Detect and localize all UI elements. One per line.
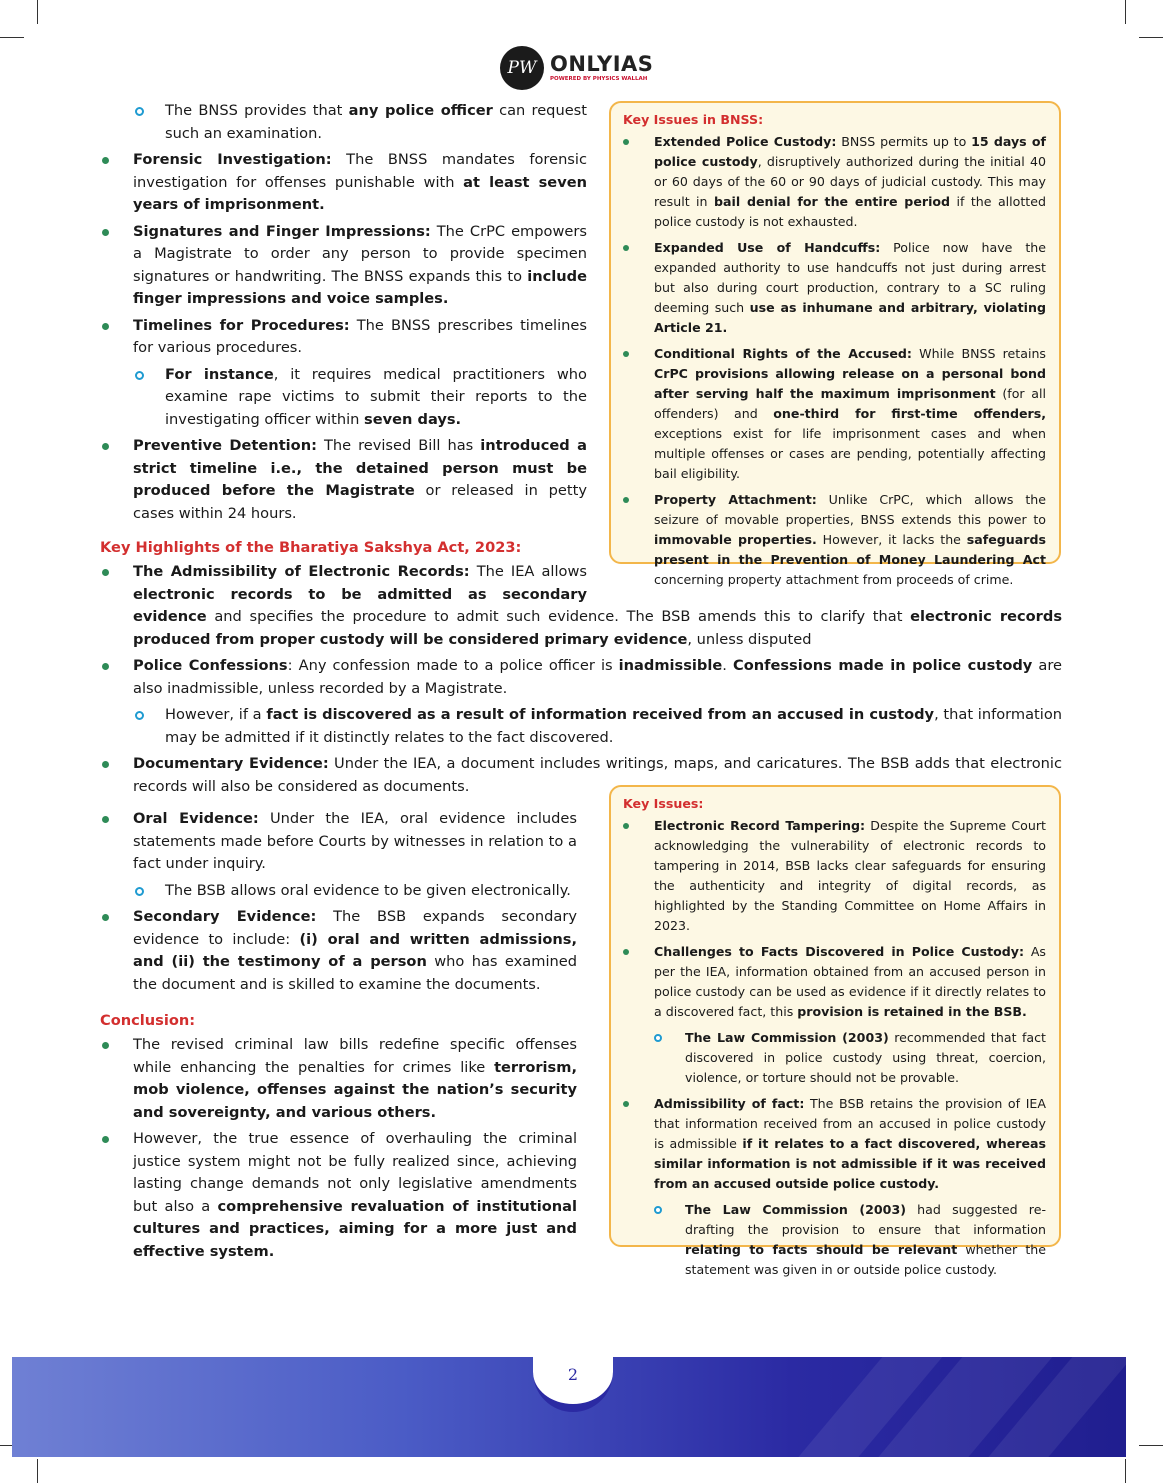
list-item: Signatures and Finger Impressions: The CrPC empowers a Magistrate to order any person to provide specimen signatures or handwriting. The BNSS expands this to include finger impressions and voice samples. <box>100 221 587 311</box>
list-item: Admissibility of fact: The BSB retains the provision of IEA that information received from an accused in police custody is admissible if it relates to a fact discovered, whereas similar information is not admissible if it was received from an accused outside police custody. <box>623 1094 1046 1194</box>
bnss-list <box>100 100 587 525</box>
list-item: Timelines for Procedures: The BNSS prescribes timelines for various procedures. <box>100 315 587 360</box>
key-issues-bnss-box <box>609 101 1061 587</box>
evidence-list <box>100 808 577 996</box>
list-item: Forensic Investigation: The BNSS mandates forensic investigation for offenses punishable with at least seven years of imprisonment. <box>100 149 587 217</box>
bsa-list <box>100 561 1062 798</box>
conclusion-heading: Conclusion: <box>100 1012 196 1029</box>
sub-list-item: The BNSS provides that any police officer can request such an examination. <box>100 100 587 145</box>
list-item: Documentary Evidence: Under the IEA, a document includes writings, maps, and caricatures. The BSB adds that electronic records will also be considered as documents. <box>100 753 1062 798</box>
brand-tagline: POWERED BY PHYSICS WALLAH <box>550 75 648 82</box>
crop-mark <box>37 0 38 24</box>
sub-list-item: For instance, it requires medical practitioners who examine rape victims to submit their reports to the investigating officer within seven days. <box>100 364 587 432</box>
brand <box>550 51 654 83</box>
list-item: Extended Police Custody: BNSS permits up to 15 days of police custody, disruptively authorized during the initial 40 or 60 days of the 60 or 90 days of judicial custody. This may result in bail denial for the entire period if the allotted police custody is not exhausted. <box>623 132 1046 232</box>
list-item: Electronic Record Tampering: Despite the Supreme Court acknowledging the vulnerability of electronic records to tampering in 2014, BSB lacks clear safeguards for ensuring the authenticity and integrity of digital records, as highlighted by the Standing Committee on Home Affairs in 2023. <box>623 816 1046 936</box>
list-item: However, the true essence of overhauling the criminal justice system might not be fully realized since, achieving lasting change demands not only legislative amendments but also a comprehensive revaluation of institutional cultures and practices, aiming for a more just and effective system. <box>100 1128 577 1263</box>
list-item: The revised criminal law bills redefine specific offenses while enhancing the penalties for crimes like terrorism, mob violence, offenses against the nation’s security and sovereignty, and various others. <box>100 1034 577 1124</box>
list-item: Conditional Rights of the Accused: While BNSS retains CrPC provisions allowing release on a personal bond after serving half the maximum imprisonment (for all offenders) and one-third for first-time offenders, exceptions exist for life imprisonment cases and when multiple offenses or cases are pending, potentially affecting bail eligibility. <box>623 344 1046 484</box>
crop-mark <box>1139 1445 1163 1446</box>
crop-mark <box>1139 37 1163 38</box>
sub-list-item: However, if a fact is discovered as a result of information received from an accused in custody, that information may be admitted if it distinctly relates to the fact discovered. <box>100 704 1062 749</box>
pw-logo-icon: PW <box>500 46 544 90</box>
crop-mark <box>37 1459 38 1483</box>
box-heading: Key Issues: <box>623 796 704 811</box>
crop-mark <box>1125 1459 1126 1483</box>
sub-list-item: The Law Commission (2003) recommended that fact discovered in police custody using threat, coercion, violence, or torture should not be provable. <box>623 1028 1046 1088</box>
list-item: Police Confessions: Any confession made to a police officer is inadmissible. Confessions made in police custody are also inadmissible, unless recorded by a Magistrate. <box>100 655 1062 700</box>
list-item: Challenges to Facts Discovered in Police Custody: As per the IEA, information obtained from an accused person in police custody can be used as evidence if it directly relates to a discovered fact, this provision is retained in the BSB. <box>623 942 1046 1022</box>
box-heading: Key Issues in BNSS: <box>623 112 764 127</box>
list-item: Oral Evidence: Under the IEA, oral evidence includes statements made before Courts by witnesses in relation to a fact under inquiry. <box>100 808 577 876</box>
list-item: Expanded Use of Handcuffs: Police now have the expanded authority to use handcuffs not just during arrest but also during court production, contrary to a SC ruling deeming such use as inhumane and arbitrary, violating Article 21. <box>623 238 1046 338</box>
key-issues-bsb-box <box>609 785 1061 1277</box>
sub-list-item: The BSB allows oral evidence to be given electronically. <box>100 880 577 903</box>
list-item: The Admissibility of Electronic Records: The IEA allows electronic records to be admitted as secondary evidence and specifies the procedure to admit such evidence. The BSB amends this to clarify that electronic records produced from proper custody will be considered primary evidence, unless disputed <box>100 561 1062 651</box>
crop-mark <box>0 37 24 38</box>
list-item: Property Attachment: Unlike CrPC, which allows the seizure of movable properties, BNSS extends this power to immovable properties. However, it lacks the safeguards present in the Prevention of Money Laundering Act concerning property attachment from proceeds of crime. <box>623 490 1046 590</box>
conclusion-list <box>100 1034 577 1263</box>
box-list <box>623 816 1046 1280</box>
sub-list-item: The Law Commission (2003) had suggested re-drafting the provision to ensure that information relating to facts should be relevant whether the statement was given in or outside police custody. <box>623 1200 1046 1280</box>
crop-mark <box>1125 0 1126 24</box>
list-item: Secondary Evidence: The BSB expands secondary evidence to include: (i) oral and written admissions, and (ii) the testimony of a person who has examined the document and is skilled to examine the documents. <box>100 906 577 996</box>
header-logo <box>500 46 653 90</box>
box-list <box>623 132 1046 590</box>
page-number: 2 <box>533 1344 613 1412</box>
brand-name: ONLYIAS <box>550 51 654 76</box>
list-item: Preventive Detention: The revised Bill has introduced a strict timeline i.e., the detained person must be produced before the Magistrate or released in petty cases within 24 hours. <box>100 435 587 525</box>
bsa-heading: Key Highlights of the Bharatiya Sakshya Act, 2023: <box>100 539 522 556</box>
